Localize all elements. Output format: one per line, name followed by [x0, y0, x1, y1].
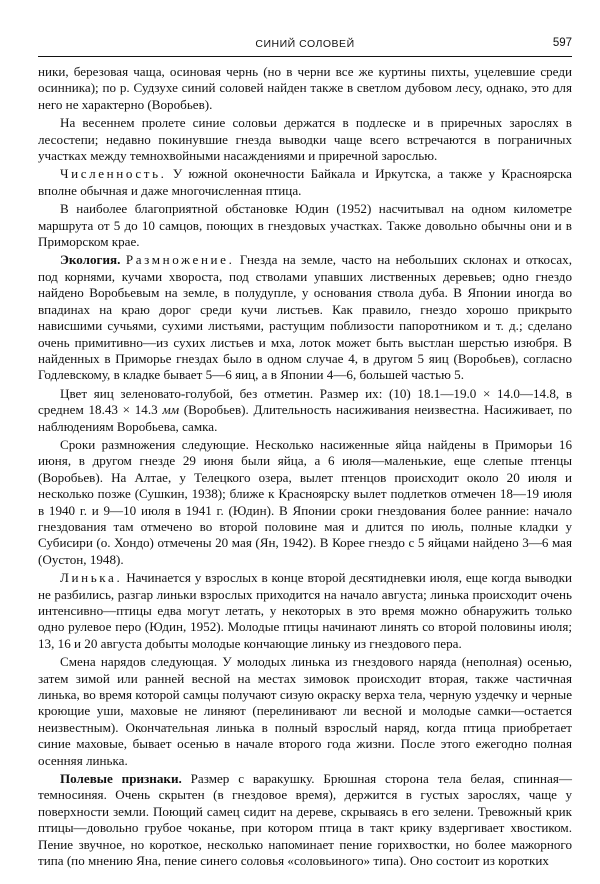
- body-text: [38, 64, 572, 872]
- paragraph-migration: На весеннем пролете синие соловьи держатся в подлеске и в приречных зарослях в лесостепи; недавно покинувшие гнезда выводки чаще всего встречаются в пограничных участках между темнохвойными насаждениями и приречной зарослью.: [38, 115, 572, 164]
- heading-moult: Линька.: [60, 570, 123, 586]
- heading-ecology: Экология.: [60, 252, 121, 268]
- unit-mm: мм: [162, 402, 180, 418]
- paragraph-plumage: Смена нарядов следующая. У молодых линька из гнездового наряда (неполная) осенью, затем зимой или ранней весной на местах зимовок происходит вторая, также частичная линька, во время которой самцы получают сизую окраску верха тела, черную уздечку и черные кроющие уши, маховые не линяют (перелинивают ли весной и молодые самки—остается неизвестным). Окончательная линька в полный взрослый наряд, когда птица приобретает синие маховые, бывает осенью в начале второго года жизни. После этого ежегодно полная осенняя линька.: [38, 654, 572, 768]
- paragraph-breeding-dates: Сроки размножения следующие. Несколько насиженные яйца найдены в Приморьи 16 июня, в другом гнезде 29 июня были яйца, а 6 июля—маленькие, еще слепые птенцы (Воробьев). На Алтае, у Телецкого озера, вылет птенцов происходит около 20 июля и несколько позже (Сушкин, 1938); ближе к Красноярску вылет подлетков отмечен 18—19 июля в 1940 г. и 9—10 июля в 1941 г. (Юдин). В Японии сроки гнездования более ранние: начало гнездования там отмечено во второй половине мая и длится по июль, полные кладки у Субисири (о. Хондо) отмечены 20 мая (Ян, 1942). В Корее гнездо с 5 яйцами найдено 3—6 мая (Оустон, 1948).: [38, 436, 572, 567]
- paragraph-moult: Линька. Начинается у взрослых в конце второй десятидневки июля, еще когда выводки не разбились, разгар линьки взрослых приходится на начало августа; линька происходит очень интенсивно—птицы едва могут летать, у некоторых в это время можно обнаружить только одно рулевое перо (Юдин, 1952). Молодые птицы начинают линять со второй половины июля; 13, 16 и 20 августа добыты молодые кончающие линьку из гнездового пера.: [38, 570, 572, 651]
- paragraph-ecology: Экология. Размножение. Гнезда на земле, часто на небольших склонах и откосах, под корнями, кучами хвороста, под стволами упавших лиственных деревьев; одно гнездо найдено Воробьевым на земле, в полудупле, у основания ствола дуба. В Японии иногда во впадинах на краю дорог среди кучи листьев. Как правило, гнездо хорошо прикрыто нависшими сучьями, сухими листьями, растущим поблизости папоротником и т. д.; сделано очень примитивно—из сухих листьев и мха, лоток может быть выстлан шерстью изюбря. В найденных в Приморье гнездах было в одном случае 4, в другом 5 яиц (Воробьев), согласно Годлевскому, в кладке бывает 5—6 яиц, а в Японии 4—6, большей частью 5.: [38, 252, 572, 383]
- page-number: 597: [552, 37, 572, 49]
- running-title: СИНИЙ СОЛОВЕЙ: [255, 38, 355, 50]
- paragraph-field-marks: Полевые признаки. Размер с варакушку. Брюшная сторона тела белая, спинная—темносиняя. Очень скрытен (в гнездовое время), держится в густых зарослях, чаще у поверхности земли. Поющий самец сидит на дереве, скрываясь в его зелени. Тревожный крик птицы—довольно грубое чоканье, при котором птица в такт крику вздергивает хвостиком. Пение звучное, но короткое, несколько напоминает пение горихвостки, но более мажорного типа (по мнению Яна, пение синего соловья «соловьиного» типа). Оно состоит из коротких: [38, 771, 572, 869]
- paragraph-habitat-continued: ники, березовая чаща, осиновая чернь (но в черни все же куртины пихты, уцелевшие среди осинника); по р. Судзухе синий соловей найден также в светлом дубовом лесу, однако, это для него не характерно (Воробьев).: [38, 64, 572, 112]
- heading-breeding: Размножение.: [125, 252, 235, 268]
- page-header: [38, 38, 572, 57]
- heading-abundance: Численность.: [60, 166, 167, 182]
- paragraph-abundance: Численность. У южной оконечности Байкала и Иркутска, а также у Красноярска вполне обычная и даже многочисленная птица.: [38, 166, 572, 198]
- paragraph-eggs: Цвет яиц зеленовато-голубой, без отметин. Размер их: (10) 18.1—19.0 × 14.0—14.8, в среднем 18.43 × 14.3 мм (Воробьев). Длительность насиживания неизвестна. Насиживает, по наблюдениям Воробьева, самка.: [38, 385, 572, 434]
- heading-field-marks: Полевые признаки.: [60, 771, 182, 787]
- paragraph-census: В наиболее благоприятной обстановке Юдин (1952) насчитывал на одном километре маршрута от 5 до 10 самцов, поющих в гнездовых участках. Также довольно обычны они и в Приморском крае.: [38, 201, 572, 250]
